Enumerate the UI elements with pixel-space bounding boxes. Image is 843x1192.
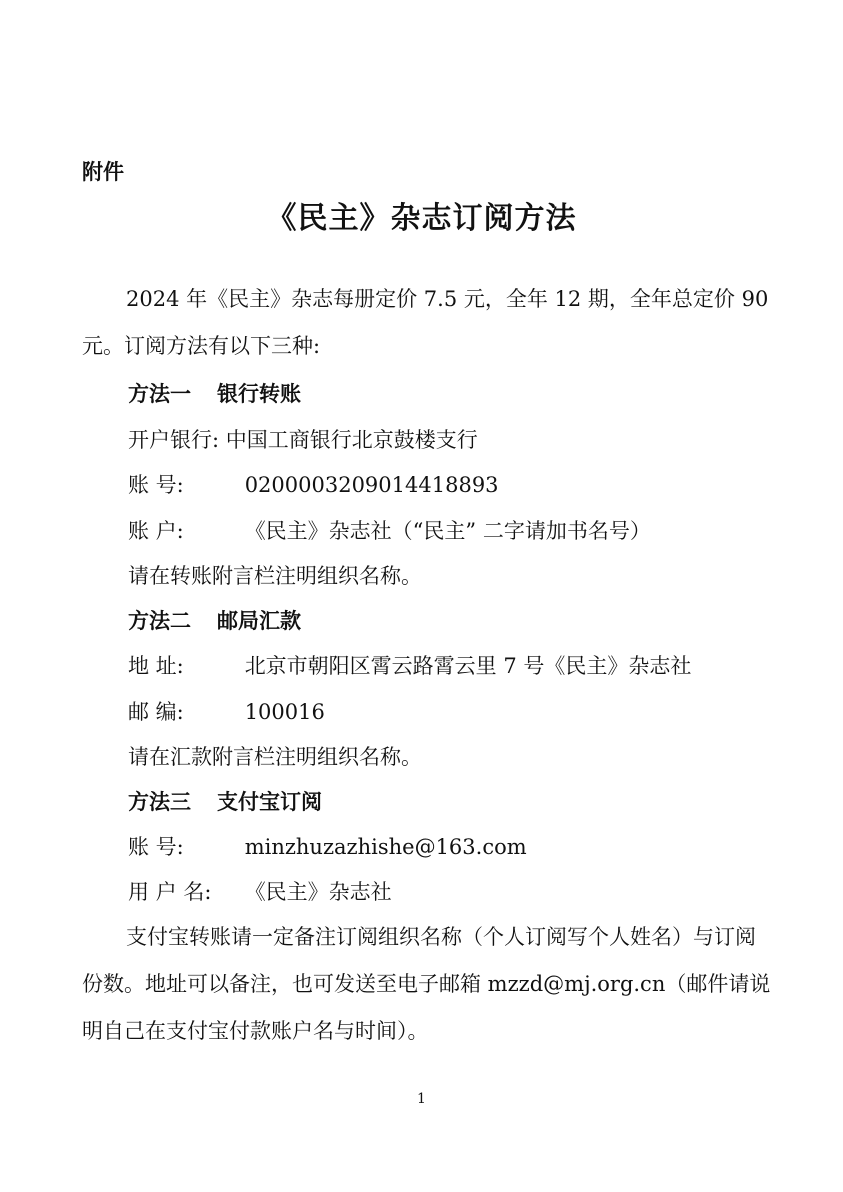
document-title: 《民主》杂志订阅方法 (266, 201, 577, 236)
username-line (128, 877, 392, 907)
method2-heading (128, 606, 301, 636)
final-note: 支付宝转账请一定备注订阅组织名称（个人订阅写个人姓名）与订阅份数。地址可以备注，也可发送至电子邮箱 mzzd@mj.org.cn（邮件请说明自己在支付宝付款账户名与时间）。 (82, 925, 771, 1043)
account-line-1 (128, 470, 499, 500)
intro-paragraph: 2024 年《民主》杂志每册定价 7.5 元，全年 12 期，全年总定价 90 元。订阅方法有以下三种: (82, 287, 769, 358)
alipay-account-label: 账 号: (128, 835, 184, 859)
page-number: 1 (417, 1091, 426, 1107)
address-label: 地 址: (128, 654, 184, 678)
method2-subtitle: 邮局汇款 (217, 609, 301, 633)
holder-line (128, 516, 651, 546)
method3-subtitle: 支付宝订阅 (217, 790, 322, 814)
holder-value: 《民主》杂志社（“民主” 二字请加书名号） (244, 519, 651, 543)
holder-label: 账 户: (128, 519, 184, 543)
method1-note: 请在转账附言栏注明组织名称。 (128, 564, 422, 588)
address-value: 北京市朝阳区霄云路霄云里 7 号《民主》杂志社 (244, 654, 692, 678)
method1-heading (128, 379, 301, 409)
postcode-label: 邮 编: (128, 700, 184, 724)
method3-title: 方法三 (128, 790, 191, 814)
alipay-account-value: minzhuzazhishe@163.com (244, 835, 527, 859)
account-value-1: 0200003209014418893 (244, 473, 499, 497)
postcode-line (128, 697, 325, 727)
account-label-1: 账 号: (128, 473, 184, 497)
attachment-label: 附件 (82, 160, 124, 184)
bank-value: 中国工商银行北京鼓楼支行 (225, 428, 478, 452)
method1-subtitle: 银行转账 (217, 382, 301, 406)
postcode-value: 100016 (244, 700, 325, 724)
username-value: 《民主》杂志社 (244, 880, 392, 904)
bank-label: 开户银行: (128, 428, 220, 452)
method2-title: 方法二 (128, 609, 191, 633)
bank-line (128, 425, 478, 455)
address-line (128, 651, 691, 681)
method2-note: 请在汇款附言栏注明组织名称。 (128, 745, 422, 769)
method3-heading (128, 787, 322, 817)
username-label: 用 户 名: (128, 880, 212, 904)
alipay-account-line (128, 832, 527, 862)
method1-title: 方法一 (128, 382, 191, 406)
